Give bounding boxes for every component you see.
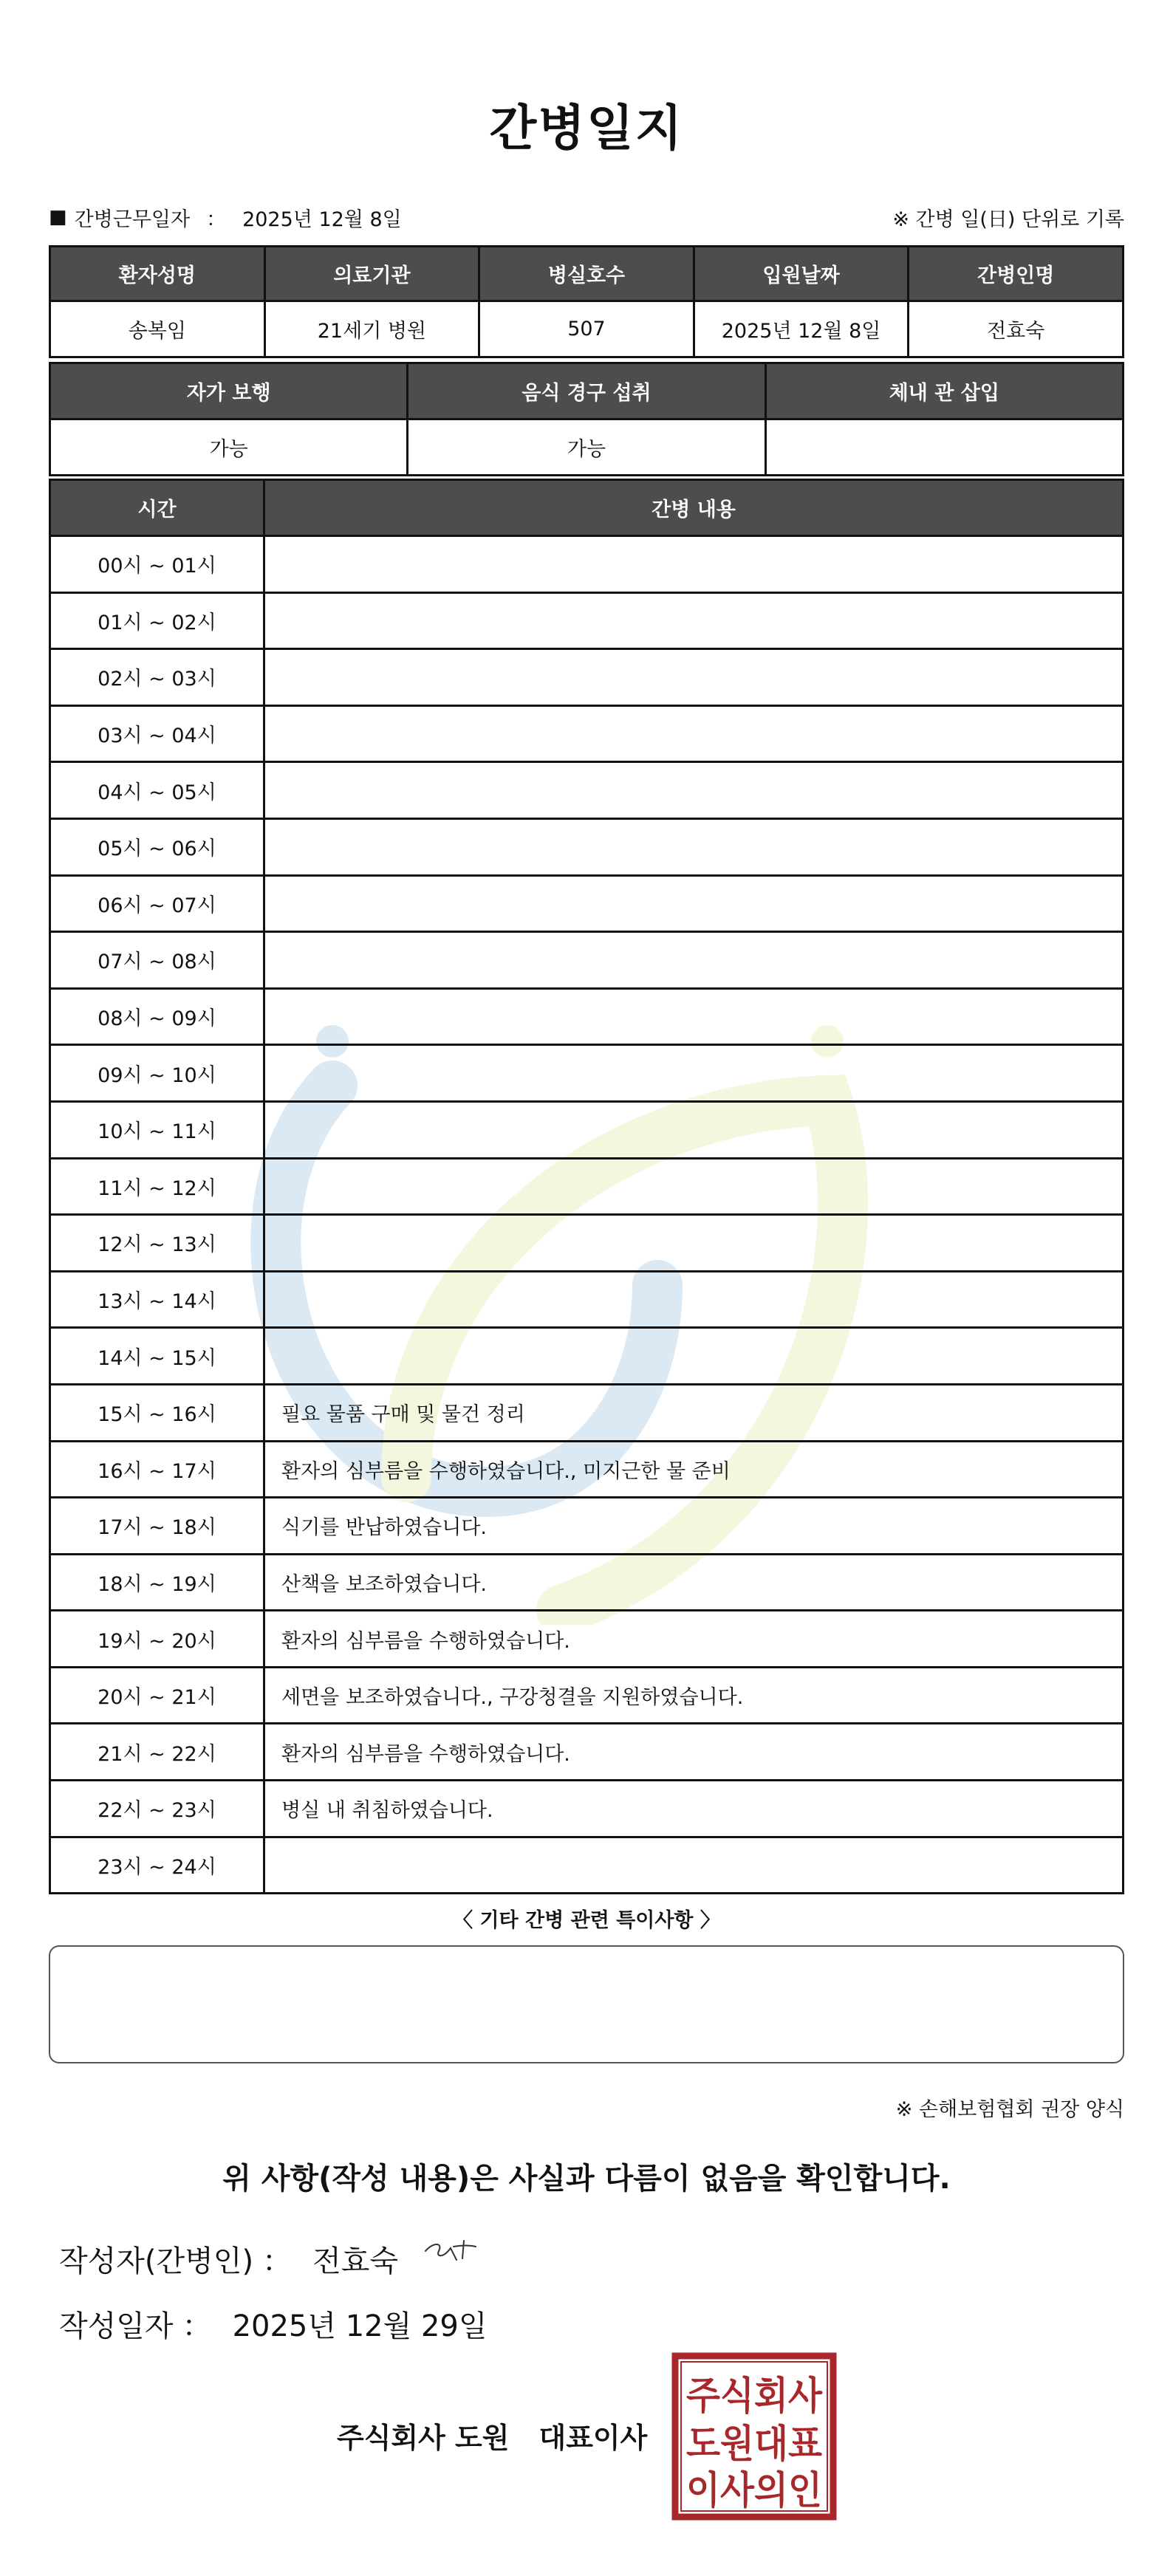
log-time-cell: 10시 ~ 11시: [50, 1101, 264, 1158]
log-content-cell: 환자의 심부름을 수행하였습니다.: [264, 1724, 1124, 1781]
header-oral-intake: 음식 경구 섭취: [408, 363, 765, 419]
written-date-label: 작성일자: [59, 2309, 174, 2343]
admission-date-value: 2025년 12월 8일: [694, 301, 909, 357]
log-content-cell: [264, 536, 1124, 593]
written-date-colon: ：: [182, 2309, 212, 2343]
care-log-row: [50, 649, 1124, 706]
log-content-cell: [264, 1045, 1124, 1102]
log-time-cell: 17시 ~ 18시: [50, 1498, 264, 1555]
log-content-cell: 병실 내 취침하였습니다.: [264, 1781, 1124, 1837]
care-log-row: [50, 1271, 1124, 1328]
log-time-cell: 01시 ~ 02시: [50, 592, 264, 649]
room-number-value: 507: [479, 301, 694, 357]
log-content-cell: [264, 1215, 1124, 1272]
hospital-value: 21세기 병원: [264, 301, 479, 357]
log-time-cell: 07시 ~ 08시: [50, 932, 264, 989]
tube-insertion-value: [765, 419, 1123, 476]
header-self-walking: 자가 보행: [50, 363, 408, 419]
header-time: 시간: [50, 480, 264, 536]
written-date-line: [59, 2303, 488, 2345]
care-log-row: [50, 1328, 1124, 1385]
ceo-title: 대표이사: [538, 2422, 648, 2454]
log-time-cell: 02시 ~ 03시: [50, 649, 264, 706]
care-log-row: [50, 762, 1124, 819]
log-time-cell: 21시 ~ 22시: [50, 1724, 264, 1781]
notes-section-title: 〈 기타 간병 관련 특이사항 〉: [453, 1909, 720, 1932]
log-content-cell: [264, 1271, 1124, 1328]
caregiver-name-value: 전효숙: [909, 301, 1124, 357]
care-log-row: [50, 536, 1124, 593]
confirmation-statement: 위 사항(작성 내용)은 사실과 다름이 없음을 확인합니다.: [222, 2162, 951, 2196]
care-log-row: [50, 1611, 1124, 1668]
log-content-cell: [264, 818, 1124, 875]
log-content-cell: 세면을 보조하였습니다., 구강청결을 지원하였습니다.: [264, 1667, 1124, 1724]
patient-info-table: [49, 245, 1124, 358]
log-time-cell: 15시 ~ 16시: [50, 1384, 264, 1441]
care-log-row: [50, 1384, 1124, 1441]
care-log-row: [50, 1498, 1124, 1555]
care-log-row: [50, 1667, 1124, 1724]
header-care-content: 간병 내용: [264, 480, 1124, 536]
log-time-cell: 16시 ~ 17시: [50, 1441, 264, 1498]
oral-intake-value: 가능: [408, 419, 765, 476]
header-caregiver-name: 간병인명: [909, 247, 1124, 301]
log-time-cell: 04시 ~ 05시: [50, 762, 264, 819]
patient-info-header-row: [50, 247, 1124, 301]
log-content-cell: [264, 875, 1124, 932]
log-time-cell: 05시 ~ 06시: [50, 818, 264, 875]
log-time-cell: 06시 ~ 07시: [50, 875, 264, 932]
log-time-cell: 00시 ~ 01시: [50, 536, 264, 593]
care-log-row: [50, 1101, 1124, 1158]
recommended-form-note: ※ 손해보험협회 권장 양식: [895, 2098, 1124, 2121]
work-date-colon: ：: [206, 208, 227, 231]
handwritten-signature: [421, 2229, 480, 2273]
work-date-value: 2025년 12월 8일: [242, 208, 402, 231]
care-log-header-row: [50, 480, 1124, 536]
log-content-cell: [264, 1101, 1124, 1158]
care-log-row: [50, 1837, 1124, 1894]
log-content-cell: 환자의 심부름을 수행하였습니다., 미지근한 물 준비: [264, 1441, 1124, 1498]
log-content-cell: 환자의 심부름을 수행하였습니다.: [264, 1611, 1124, 1668]
log-time-cell: 13시 ~ 14시: [50, 1271, 264, 1328]
care-log-row: [50, 1158, 1124, 1215]
header-patient-name: 환자성명: [50, 247, 265, 301]
care-log-table: [49, 479, 1124, 1894]
care-log-body: [50, 536, 1124, 1894]
log-time-cell: 09시 ~ 10시: [50, 1045, 264, 1102]
seal-text-line-2: 도원대표: [686, 2422, 822, 2467]
care-log-row: [50, 1215, 1124, 1272]
care-log-row: [50, 592, 1124, 649]
log-time-cell: 23시 ~ 24시: [50, 1837, 264, 1894]
square-bullet-icon: ■: [49, 206, 67, 228]
log-content-cell: [264, 1328, 1124, 1385]
self-walking-value: 가능: [50, 419, 408, 476]
care-log-row: [50, 932, 1124, 989]
log-content-cell: [264, 705, 1124, 762]
log-content-cell: [264, 762, 1124, 819]
header-admission-date: 입원날짜: [694, 247, 909, 301]
header-room-number: 병실호수: [479, 247, 694, 301]
log-time-cell: 11시 ~ 12시: [50, 1158, 264, 1215]
special-notes-box: [49, 1945, 1124, 2063]
care-log-row: [50, 988, 1124, 1045]
writer-label: 작성자(간병인): [59, 2244, 254, 2278]
log-time-cell: 12시 ~ 13시: [50, 1215, 264, 1272]
care-log-row: [50, 1554, 1124, 1611]
care-log-row: [50, 1045, 1124, 1102]
company-name: 주식회사 도원: [337, 2422, 510, 2454]
care-log-row: [50, 705, 1124, 762]
writer-colon: ：: [262, 2244, 293, 2278]
log-content-cell: [264, 932, 1124, 989]
writer-name: 전효숙: [312, 2244, 398, 2278]
log-time-cell: 22시 ~ 23시: [50, 1781, 264, 1837]
company-signature-line: [337, 2415, 647, 2456]
log-time-cell: 20시 ~ 21시: [50, 1667, 264, 1724]
log-content-cell: 산책을 보조하였습니다.: [264, 1554, 1124, 1611]
care-log-row: [50, 818, 1124, 875]
writer-line: [59, 2238, 398, 2280]
seal-text-line-1: 주식회사: [686, 2374, 823, 2419]
log-content-cell: 필요 물품 구매 및 물건 정리: [264, 1384, 1124, 1441]
log-content-cell: [264, 592, 1124, 649]
log-content-cell: [264, 1158, 1124, 1215]
patient-name-value: 송복임: [50, 301, 265, 357]
record-unit-note: ※ 간병 일(日) 단위로 기록: [892, 208, 1124, 231]
patient-info-value-row: [50, 301, 1124, 357]
care-log-row: [50, 875, 1124, 932]
log-content-cell: [264, 988, 1124, 1045]
log-time-cell: 08시 ~ 09시: [50, 988, 264, 1045]
log-time-cell: 14시 ~ 15시: [50, 1328, 264, 1385]
header-tube-insertion: 체내 관 삽입: [765, 363, 1123, 419]
patient-status-header-row: [50, 363, 1124, 419]
header-hospital: 의료기관: [264, 247, 479, 301]
log-time-cell: 18시 ~ 19시: [50, 1554, 264, 1611]
patient-status-table: [49, 362, 1124, 476]
work-date-label: 간병근무일자: [74, 208, 191, 231]
care-log-row: [50, 1724, 1124, 1781]
patient-status-value-row: [50, 419, 1124, 476]
document-title: 간병일지: [489, 100, 684, 157]
log-content-cell: 식기를 반납하였습니다.: [264, 1498, 1124, 1555]
care-log-row: [50, 1781, 1124, 1837]
log-time-cell: 19시 ~ 20시: [50, 1611, 264, 1668]
work-date-row: [49, 201, 1124, 233]
care-log-row: [50, 1441, 1124, 1498]
written-date-value: 2025년 12월 29일: [232, 2309, 488, 2343]
log-content-cell: [264, 1837, 1124, 1894]
log-content-cell: [264, 649, 1124, 706]
company-seal-stamp: [671, 2351, 838, 2521]
seal-text-line-3: 이사의인: [686, 2469, 822, 2513]
log-time-cell: 03시 ~ 04시: [50, 705, 264, 762]
